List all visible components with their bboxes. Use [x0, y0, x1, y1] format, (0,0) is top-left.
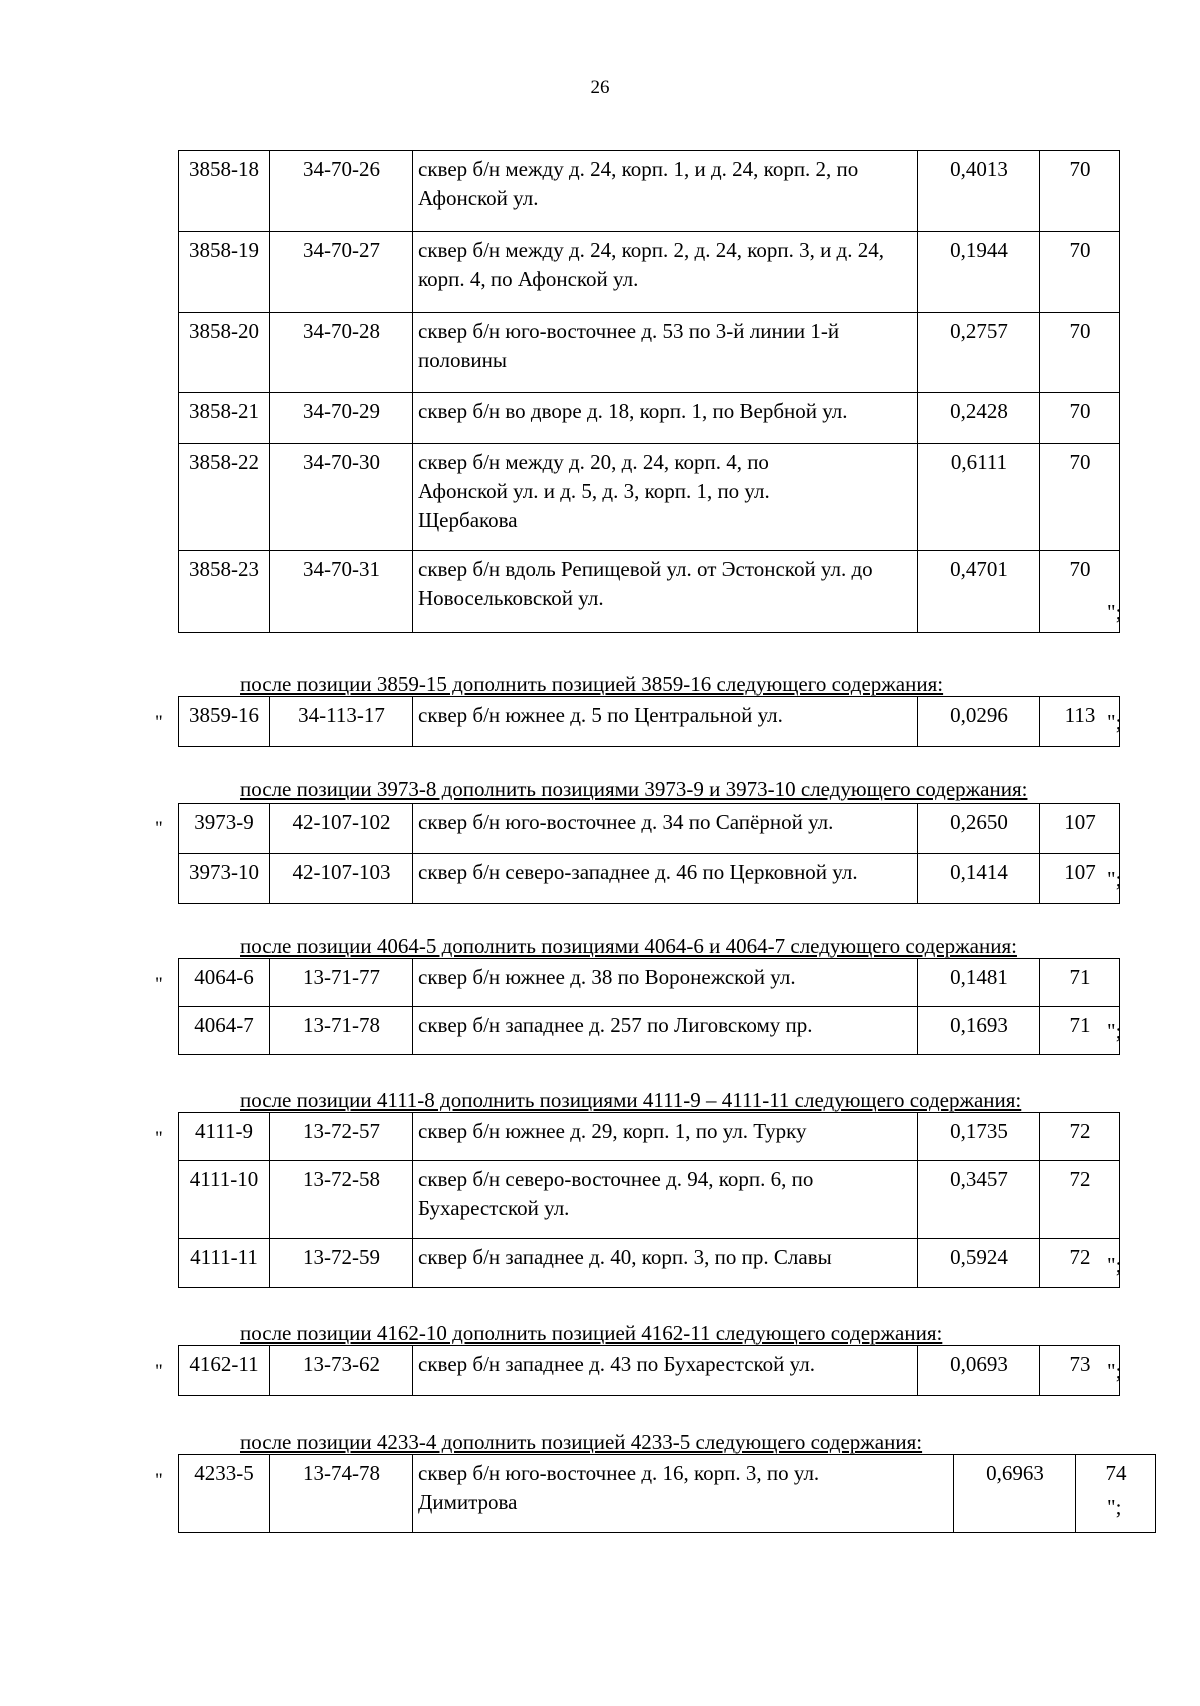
page-number: 26 — [590, 77, 610, 98]
object-area: 0,0693 — [918, 1346, 1040, 1396]
position-number: 3973-10 — [179, 854, 270, 904]
object-area: 0,0296 — [918, 697, 1040, 747]
object-zone: 72 — [1040, 1113, 1120, 1161]
object-code: 34-113-17 — [270, 697, 413, 747]
object-zone: 70 — [1040, 232, 1120, 313]
position-number: 3858-20 — [179, 313, 270, 393]
object-description: сквер б/н северо-западнее д. 46 по Церковной ул. — [413, 854, 918, 904]
object-description: сквер б/н между д. 24, корп. 2, д. 24, корп. 3, и д. 24, корп. 4, по Афонской ул. — [413, 232, 918, 313]
closing-quote: "; — [1107, 1359, 1122, 1383]
object-area: 0,1481 — [918, 959, 1040, 1007]
object-description: сквер б/н южнее д. 5 по Центральной ул. — [413, 697, 918, 747]
object-description: сквер б/н южнее д. 29, корп. 1, по ул. Турку — [413, 1113, 918, 1161]
table-row — [179, 804, 1120, 854]
object-area: 0,1735 — [918, 1113, 1040, 1161]
table-row — [179, 1161, 1120, 1239]
table-row — [179, 1346, 1120, 1396]
object-description: сквер б/н между д. 20, д. 24, корп. 4, по Афонской ул. и д. 5, д. 3, корп. 1, по ул. Щербакова — [413, 444, 918, 551]
object-code: 13-73-62 — [270, 1346, 413, 1396]
closing-quote: "; — [1107, 1019, 1122, 1043]
amendment-intro: после позиции 4233-4 дополнить позицией 4233-5 следующего содержания: — [240, 1430, 923, 1454]
table-row — [179, 854, 1120, 904]
position-number: 4064-6 — [179, 959, 270, 1007]
object-zone: 71 — [1040, 1007, 1120, 1055]
table-row — [179, 313, 1120, 393]
position-number: 4111-11 — [179, 1239, 270, 1288]
object-description: сквер б/н западнее д. 40, корп. 3, по пр. Славы — [413, 1239, 918, 1288]
object-zone: 70 — [1040, 313, 1120, 393]
amendment-table — [178, 803, 1120, 904]
amendment-table — [178, 1345, 1120, 1396]
table-row — [179, 151, 1120, 232]
opening-quote: " — [155, 712, 163, 733]
object-area: 0,1693 — [918, 1007, 1040, 1055]
object-description: сквер б/н во дворе д. 18, корп. 1, по Вербной ул. — [413, 393, 918, 444]
closing-quote: "; — [1107, 710, 1122, 734]
object-zone: 107 — [1040, 804, 1120, 854]
object-zone: 70 — [1040, 444, 1120, 551]
object-zone: 71 — [1040, 959, 1120, 1007]
position-number: 3858-23 — [179, 551, 270, 633]
object-zone: 72 — [1040, 1239, 1120, 1288]
amendment-table — [178, 696, 1120, 747]
object-area: 0,4701 — [918, 551, 1040, 633]
table-row — [179, 697, 1120, 747]
position-number: 4111-9 — [179, 1113, 270, 1161]
amendment-intro: после позиции 3973-8 дополнить позициями 3973-9 и 3973-10 следующего содержания: — [240, 777, 1028, 801]
object-description: сквер б/н между д. 24, корп. 1, и д. 24, корп. 2, по Афонской ул. — [413, 151, 918, 232]
object-description: сквер б/н юго-восточнее д. 53 по 3-й линии 1-й половины — [413, 313, 918, 393]
opening-quote: " — [155, 818, 163, 839]
table-row — [179, 959, 1120, 1007]
object-code: 34-70-29 — [270, 393, 413, 444]
opening-quote: " — [155, 1361, 163, 1382]
object-area: 0,6963 — [954, 1455, 1076, 1533]
object-zone: 107 — [1040, 854, 1120, 904]
object-description: сквер б/н западнее д. 43 по Бухарестской ул. — [413, 1346, 918, 1396]
position-number: 4162-11 — [179, 1346, 270, 1396]
position-number: 4233-5 — [179, 1455, 270, 1533]
object-description: сквер б/н северо-восточнее д. 94, корп. 6, по Бухарестской ул. — [413, 1161, 918, 1239]
opening-quote: " — [155, 1470, 163, 1491]
object-area: 0,2650 — [918, 804, 1040, 854]
table-row — [179, 1007, 1120, 1055]
position-number: 4064-7 — [179, 1007, 270, 1055]
position-number: 3858-19 — [179, 232, 270, 313]
object-code: 13-71-77 — [270, 959, 413, 1007]
object-code: 13-72-59 — [270, 1239, 413, 1288]
table-row — [179, 1455, 1156, 1533]
position-number: 3973-9 — [179, 804, 270, 854]
object-code: 42-107-103 — [270, 854, 413, 904]
position-number: 4111-10 — [179, 1161, 270, 1239]
object-description: сквер б/н юго-восточнее д. 16, корп. 3, по ул. Димитрова — [413, 1455, 954, 1533]
amendment-table — [178, 1112, 1120, 1288]
object-area: 0,3457 — [918, 1161, 1040, 1239]
table-row — [179, 393, 1120, 444]
object-area: 0,1414 — [918, 854, 1040, 904]
closing-quote: "; — [1107, 600, 1122, 624]
object-code: 34-70-31 — [270, 551, 413, 633]
amendment-table — [178, 1454, 1156, 1533]
opening-quote: " — [155, 1128, 163, 1149]
object-area: 0,2428 — [918, 393, 1040, 444]
object-description: сквер б/н юго-восточнее д. 34 по Сапёрной ул. — [413, 804, 918, 854]
object-area: 0,2757 — [918, 313, 1040, 393]
object-zone: 74 — [1076, 1455, 1156, 1533]
object-zone: 113 — [1040, 697, 1120, 747]
table-row — [179, 1239, 1120, 1288]
amendment-table — [178, 958, 1120, 1055]
amendment-intro: после позиции 4111-8 дополнить позициями 4111-9 – 4111-11 следующего содержания: — [240, 1088, 1022, 1112]
registry-table-top — [178, 150, 1120, 633]
position-number: 3858-21 — [179, 393, 270, 444]
object-code: 13-72-57 — [270, 1113, 413, 1161]
closing-quote: "; — [1107, 1495, 1122, 1519]
object-description: сквер б/н вдоль Репищевой ул. от Эстонской ул. до Новосельковской ул. — [413, 551, 918, 633]
object-code: 13-71-78 — [270, 1007, 413, 1055]
opening-quote: " — [155, 974, 163, 995]
object-area: 0,5924 — [918, 1239, 1040, 1288]
object-code: 42-107-102 — [270, 804, 413, 854]
object-code: 34-70-27 — [270, 232, 413, 313]
amendment-intro: после позиции 3859-15 дополнить позицией 3859-16 следующего содержания: — [240, 672, 944, 696]
object-description: сквер б/н западнее д. 257 по Лиговскому пр. — [413, 1007, 918, 1055]
object-area: 0,1944 — [918, 232, 1040, 313]
object-area: 0,6111 — [918, 444, 1040, 551]
position-number: 3859-16 — [179, 697, 270, 747]
object-zone: 73 — [1040, 1346, 1120, 1396]
object-zone: 70 — [1040, 151, 1120, 232]
amendment-intro: после позиции 4064-5 дополнить позициями 4064-6 и 4064-7 следующего содержания: — [240, 934, 1017, 958]
amendment-intro: после позиции 4162-10 дополнить позицией 4162-11 следующего содержания: — [240, 1321, 943, 1345]
object-zone: 70 — [1040, 393, 1120, 444]
position-number: 3858-22 — [179, 444, 270, 551]
object-area: 0,4013 — [918, 151, 1040, 232]
position-number: 3858-18 — [179, 151, 270, 232]
table-row — [179, 551, 1120, 633]
object-code: 34-70-30 — [270, 444, 413, 551]
object-description: сквер б/н южнее д. 38 по Воронежской ул. — [413, 959, 918, 1007]
object-code: 34-70-28 — [270, 313, 413, 393]
object-code: 13-74-78 — [270, 1455, 413, 1533]
closing-quote: "; — [1107, 1253, 1122, 1277]
object-zone: 70 — [1040, 551, 1120, 633]
object-code: 13-72-58 — [270, 1161, 413, 1239]
table-row — [179, 1113, 1120, 1161]
object-zone: 72 — [1040, 1161, 1120, 1239]
object-code: 34-70-26 — [270, 151, 413, 232]
closing-quote: "; — [1107, 867, 1122, 891]
table-row — [179, 232, 1120, 313]
table-row — [179, 444, 1120, 551]
